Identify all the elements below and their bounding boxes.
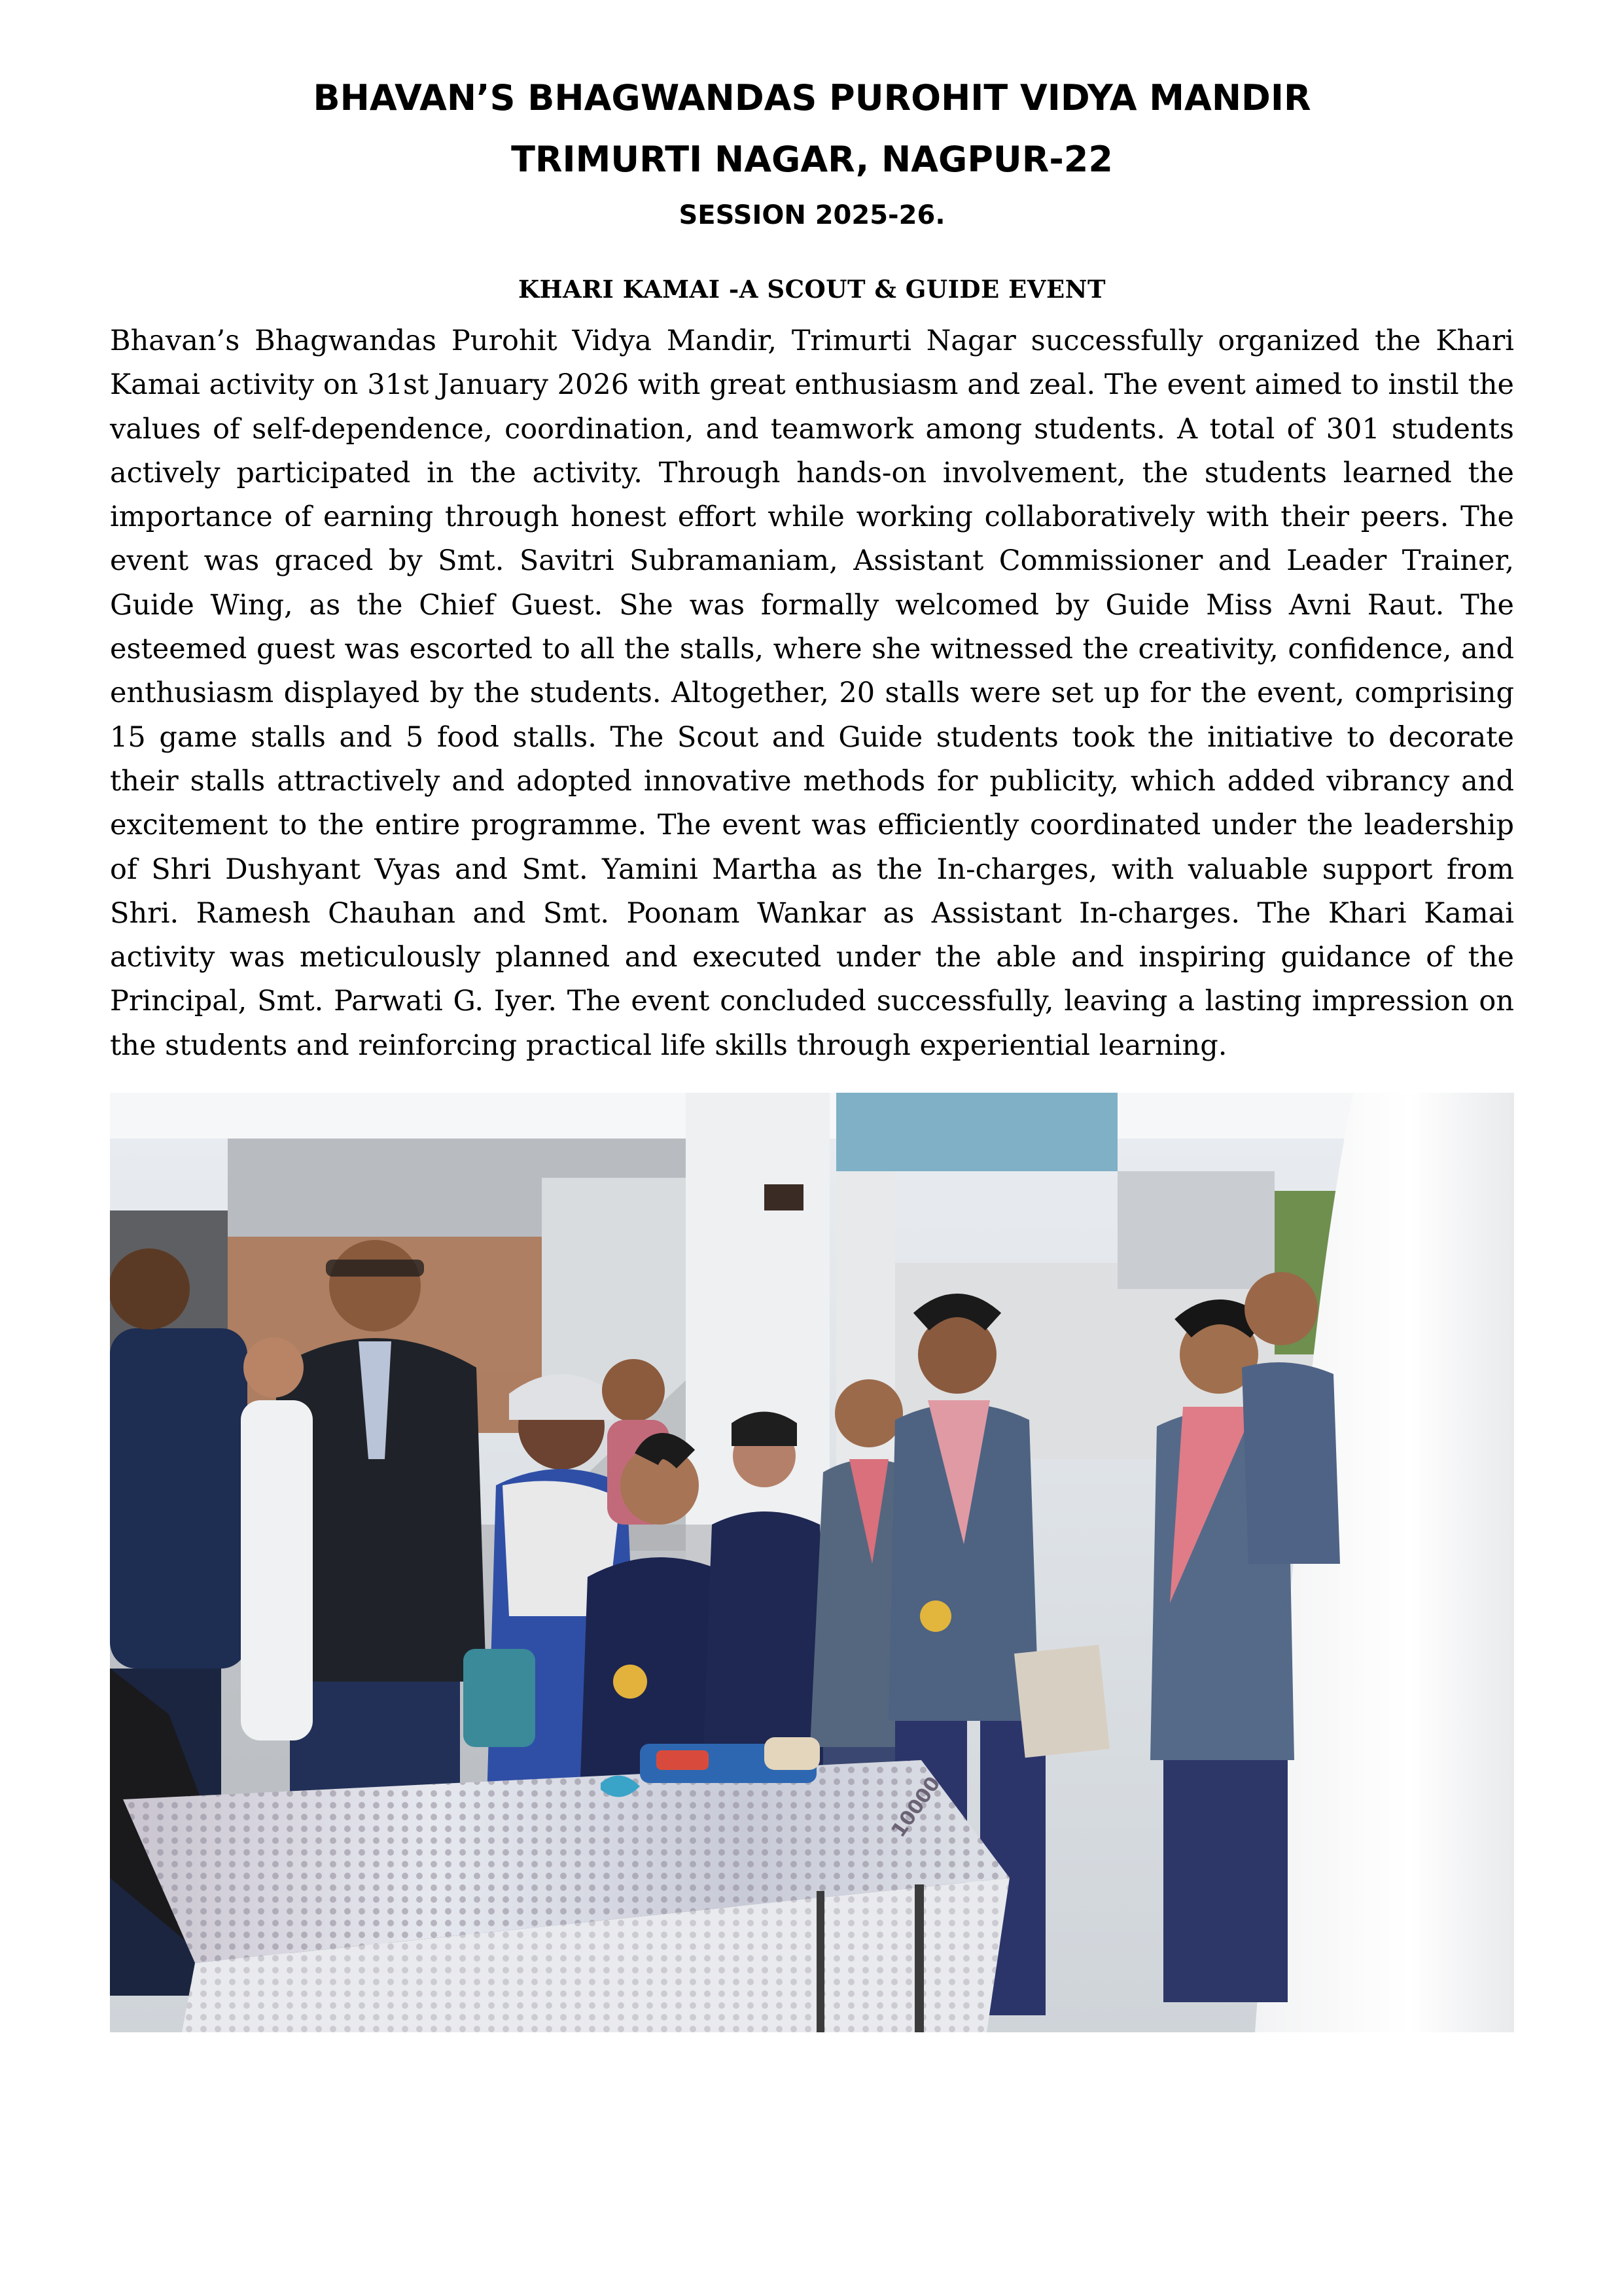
event-photo — [110, 1093, 1514, 2032]
school-location: TRIMURTI NAGAR, NAGPUR-22 — [511, 139, 1113, 180]
tape-roll — [764, 1737, 820, 1770]
event-description: Bhavan’s Bhagwandas Purohit Vidya Mandir, Trimurti Nagar successfully organized the Khari Kamai activity on 31st January 2026 with great enthusiasm and zeal. The event aimed to instil the values of self-dependence, coordination, and teamwork among students. A total of 301 students actively participated in the activity. Through hands-on involvement, the students learned the importance of earning through honest effort while working collaboratively with their peers. The event was graced by Smt. Savitri Subramaniam, Assistant Commissioner and Leader Trainer, Guide Wing, as the Chief Guest. She was formally welcomed by Guide Miss Avni Raut. The esteemed guest was escorted to all the stalls, where she witnessed the creativity, confidence, and enthusiasm displayed by the students. Altogether, 20 stalls were set up for the event, comprising 15 game stalls and 5 food stalls. The Scout and Guide students took the initiative to decorate their stalls attractively and adopted innovative methods for publicity, which added vibrancy and excitement to the entire programme. The event was efficiently coordinated under the leadership of Shri Dushyant Vyas and Smt. Yamini Martha as the In-charges, with valuable support from Shri. Ramesh Chauhan and Smt. Poonam Wankar as Assistant In-charges. The Khari Kamai activity was meticulously planned and executed under the able and inspiring guidance of the Principal, Smt. Parwati G. Iyer. The event concluded successfully, leaving a lasting impression on the students and reinforcing practical life skills through experiential learning. — [110, 325, 1514, 1062]
stall-poster — [1014, 1645, 1110, 1758]
stall-table — [123, 1760, 1010, 2032]
ball — [613, 1665, 647, 1699]
school-name: BHAVAN’S BHAGWANDAS PUROHIT VIDYA MANDIR — [313, 77, 1311, 118]
table-box-text: 10000 — [887, 1773, 945, 1842]
session-label: SESSION 2025-26. — [679, 200, 945, 230]
event-title: KHARI KAMAI -A SCOUT & GUIDE EVENT — [518, 275, 1106, 304]
ball-scout — [920, 1600, 951, 1632]
